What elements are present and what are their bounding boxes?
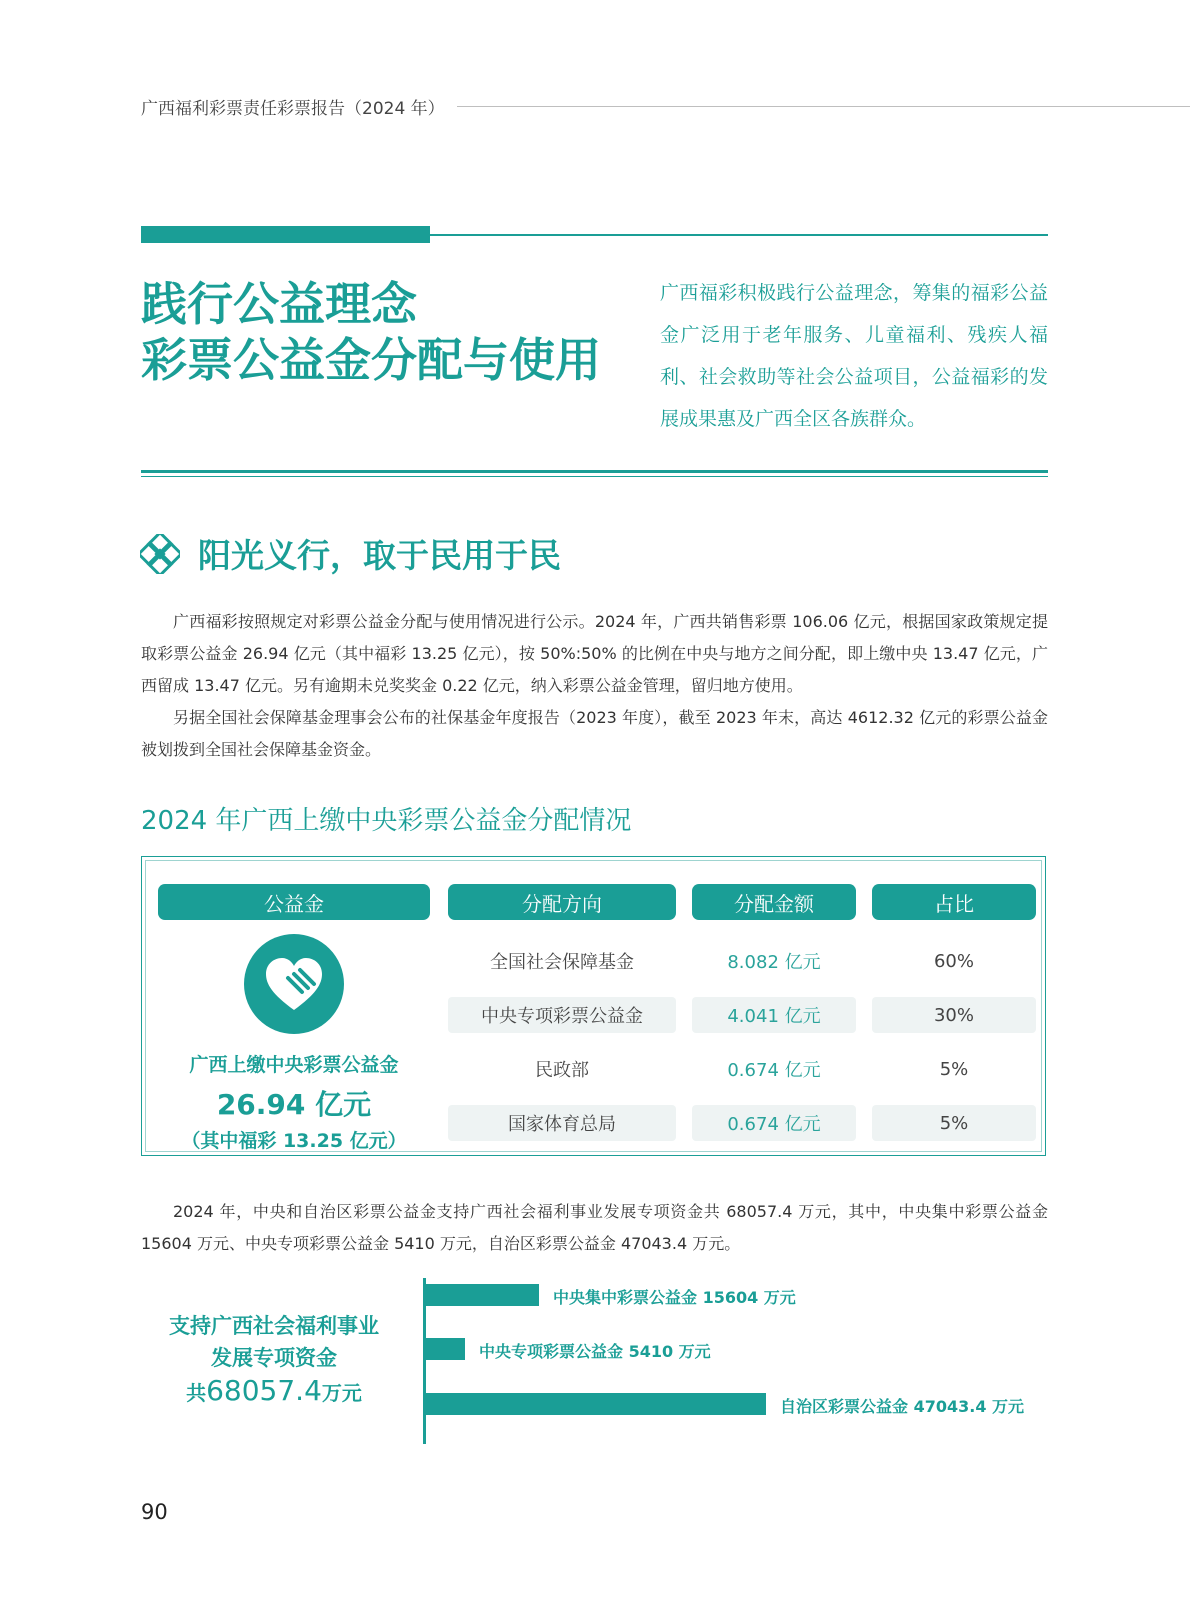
section-divider-thin bbox=[141, 476, 1048, 477]
distribution-table-title: 2024 年广西上缴中央彩票公益金分配情况 bbox=[141, 806, 632, 836]
knot-ornament-icon bbox=[140, 534, 180, 574]
table-row-3-amount: 0.674 亿元 bbox=[727, 1060, 821, 1081]
table-header-direction: 分配方向 bbox=[448, 884, 676, 920]
section-banner-bar bbox=[141, 226, 430, 243]
table-header-fund: 公益金 bbox=[158, 884, 430, 920]
section-divider-thick bbox=[141, 470, 1048, 473]
table-row-4-amount: 0.674 亿元 bbox=[692, 1105, 856, 1141]
table-row-4-share: 5% bbox=[872, 1105, 1036, 1141]
chart-caption-line2: 发展专项资金 bbox=[211, 1346, 337, 1370]
chart-caption-unit: 万元 bbox=[321, 1381, 362, 1405]
running-header-title: 广西福利彩票责任彩票报告（2024 年） bbox=[141, 99, 445, 119]
table-row-1-amount: 8.082 亿元 bbox=[727, 952, 821, 973]
table-row-1-share: 60% bbox=[933, 950, 974, 972]
subsection-title: 阳光义行，取于民用于民 bbox=[198, 536, 561, 575]
table-row-1-direction: 全国社会保障基金 bbox=[490, 952, 634, 973]
section-banner-rule bbox=[430, 234, 1048, 236]
chart-bar-label-3: 自治区彩票公益金 47043.4 万元 bbox=[780, 1397, 1025, 1416]
body-paragraph-1: 广西福彩按照规定对彩票公益金分配与使用情况进行公示。2024 年，广西共销售彩票 106.06 亿元，根据国家政策规定提取彩票公益金 26.94 亿元（其中福彩 13.25 亿元），按 50%:50% 的比例在中央与地方之间分配，即上缴中央 13.47 亿元，广西留成 13.47 亿元。另有逾期未兑奖奖金 0.22 亿元，纳入彩票公益金管理，留归地方使用。 bbox=[141, 612, 1048, 695]
fund-total-note: （其中福彩 13.25 亿元） bbox=[181, 1130, 407, 1152]
fund-total-label: 广西上缴中央彩票公益金 bbox=[189, 1054, 399, 1076]
body-paragraph-3: 2024 年，中央和自治区彩票公益金支持广西社会福利事业发展专项资金共 68057.4 万元，其中，中央集中彩票公益金 15604 万元、中央专项彩票公益金 5410 万元，自治区彩票公益金 47043.4 万元。 bbox=[141, 1202, 1048, 1253]
chart-caption-prefix: 共 bbox=[186, 1381, 207, 1405]
section-title bbox=[141, 276, 601, 388]
body-text-block-1 bbox=[141, 606, 1048, 766]
table-row-2-direction: 中央专项彩票公益金 bbox=[448, 997, 676, 1033]
body-paragraph-2: 另据全国社会保障基金理事会公布的社保基金年度报告（2023 年度），截至 2023 年末，高达 4612.32 亿元的彩票公益金被划拨到全国社会保障基金资金。 bbox=[141, 708, 1048, 759]
table-row-2-amount: 4.041 亿元 bbox=[692, 997, 856, 1033]
header-rule bbox=[457, 106, 1190, 107]
chart-bar-2 bbox=[426, 1338, 465, 1360]
chart-bar-label-2: 中央专项彩票公益金 5410 万元 bbox=[479, 1342, 711, 1361]
heart-hands-icon bbox=[244, 934, 344, 1034]
table-header-amount: 分配金额 bbox=[692, 884, 856, 920]
table-row-2-share: 30% bbox=[872, 997, 1036, 1033]
section-description: 广西福彩积极践行公益理念，筹集的福彩公益金广泛用于老年服务、儿童福利、残疾人福利、社会救助等社会公益项目，公益福彩的发展成果惠及广西全区各族群众。 bbox=[660, 282, 1048, 430]
section-title-line2: 彩票公益金分配与使用 bbox=[141, 333, 601, 387]
body-text-block-2 bbox=[141, 1196, 1048, 1260]
fund-total-amount: 26.94 亿元 bbox=[216, 1088, 372, 1121]
chart-caption-value: 68057.4 bbox=[206, 1374, 322, 1407]
section-title-line1: 践行公益理念 bbox=[141, 277, 417, 331]
table-row-3-share: 5% bbox=[939, 1058, 969, 1080]
table-row-4-direction: 国家体育总局 bbox=[448, 1105, 676, 1141]
table-header-share: 占比 bbox=[872, 884, 1036, 920]
chart-caption-total bbox=[158, 1374, 390, 1407]
chart-bar-label-1: 中央集中彩票公益金 15604 万元 bbox=[553, 1288, 796, 1307]
chart-bar-3 bbox=[426, 1393, 766, 1415]
chart-caption-line1: 支持广西社会福利事业 bbox=[169, 1314, 379, 1338]
page-number: 90 bbox=[141, 1500, 168, 1524]
chart-bar-1 bbox=[426, 1284, 539, 1306]
table-row-3-direction: 民政部 bbox=[535, 1060, 589, 1081]
